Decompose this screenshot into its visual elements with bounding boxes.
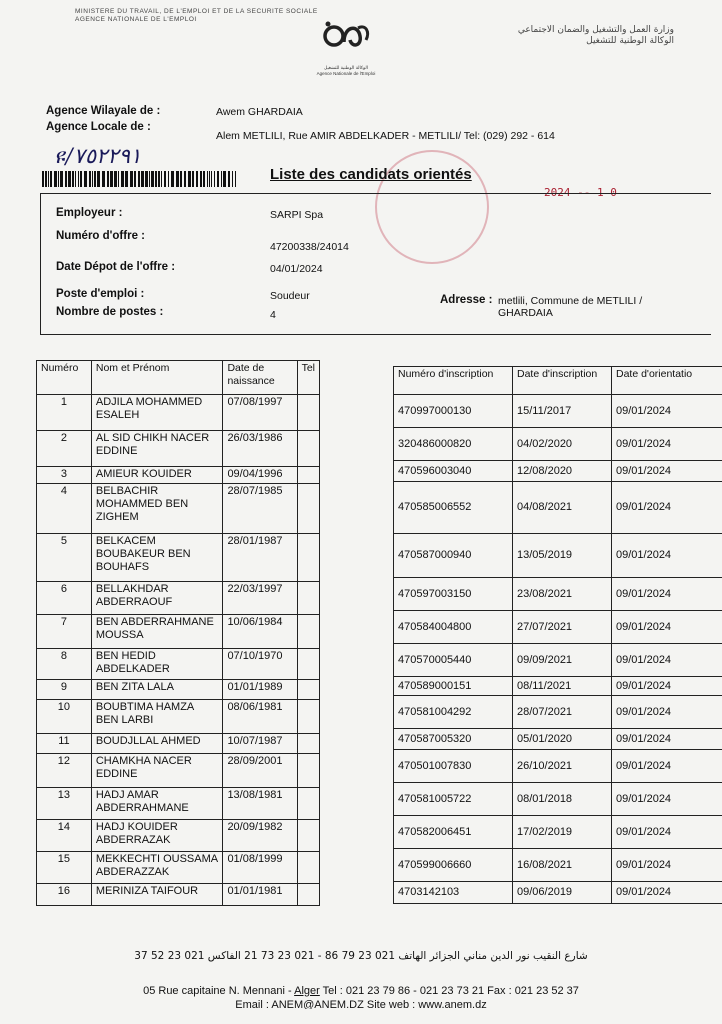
handwritten-reference: ዩ/٧٥٢٢٩١ [54, 144, 142, 168]
date-depot-value: 04/01/2024 [270, 263, 323, 275]
col-numero: Numéro [37, 361, 92, 395]
orientation-date: 09/01/2024 [612, 644, 722, 677]
tel-cell [297, 852, 319, 884]
birth-date: 28/01/1987 [223, 534, 297, 582]
row-number: 8 [37, 649, 92, 680]
registration-number: 470584004800 [394, 611, 513, 644]
orientation-date: 09/01/2024 [612, 696, 722, 729]
tel-cell [297, 467, 319, 484]
logo-caption-ar: الوكالة الوطنية للتشغيل [324, 66, 368, 71]
row-number: 16 [37, 884, 92, 906]
registration-date: 13/05/2019 [513, 534, 612, 578]
tel-cell [297, 582, 319, 615]
candidate-name: AMIEUR KOUIDER [91, 467, 223, 484]
table-row [37, 395, 320, 431]
table-row [394, 696, 722, 729]
row-number: 14 [37, 820, 92, 852]
row-number: 1 [37, 395, 92, 431]
row-number: 15 [37, 852, 92, 884]
table-row [394, 428, 722, 461]
birth-date: 01/08/1999 [223, 852, 297, 884]
ministry-name-ar: وزارة العمل والتشغيل والضمان الاجتماعي [517, 25, 674, 35]
registration-number: 470582006451 [394, 816, 513, 849]
orientation-date: 09/01/2024 [612, 482, 722, 534]
birth-date: 13/08/1981 [223, 788, 297, 820]
poste-label: Poste d'emploi : [56, 288, 145, 300]
candidate-name: BELLAKHDAR ABDERRAOUF [91, 582, 223, 615]
registration-date: 09/09/2021 [513, 644, 612, 677]
candidates-table-right [393, 366, 722, 904]
registration-number: 470596003040 [394, 461, 513, 482]
tel-cell [297, 615, 319, 649]
birth-date: 01/01/1981 [223, 884, 297, 906]
orientation-date: 09/01/2024 [612, 534, 722, 578]
agency-name-fr: AGENCE NATIONALE DE L'EMPLOI [75, 16, 197, 23]
tel-cell [297, 431, 319, 467]
table-row [37, 649, 320, 680]
row-number: 2 [37, 431, 92, 467]
table-row [394, 882, 722, 904]
registration-date: 04/02/2020 [513, 428, 612, 461]
footer-web: Email : ANEM@ANEM.DZ Site web : www.anem.dz [235, 999, 487, 1009]
employeur-label: Employeur : [56, 207, 123, 219]
orientation-date: 09/01/2024 [612, 783, 722, 816]
registration-date: 08/11/2021 [513, 677, 612, 696]
orientation-date: 09/01/2024 [612, 816, 722, 849]
candidate-name: AL SID CHIKH NACER EDDINE [91, 431, 223, 467]
registration-date: 26/10/2021 [513, 750, 612, 783]
candidates-table-left [36, 360, 320, 906]
numero-offre-label: Numéro d'offre : [56, 230, 145, 242]
birth-date: 28/09/2001 [223, 754, 297, 788]
col-date-orientation: Date d'orientatio [612, 367, 722, 395]
table-row [394, 578, 722, 611]
col-date-inscription: Date d'inscription [513, 367, 612, 395]
table-row [37, 754, 320, 788]
candidate-name: CHAMKHA NACER EDDINE [91, 754, 223, 788]
registration-date: 28/07/2021 [513, 696, 612, 729]
birth-date: 09/04/1996 [223, 467, 297, 484]
registration-date: 23/08/2021 [513, 578, 612, 611]
col-numero-inscription: Numéro d'inscription [394, 367, 513, 395]
logo-caption-fr: Agence Nationale de l'Emploi [316, 71, 376, 76]
tel-cell [297, 754, 319, 788]
poste-value: Soudeur [270, 290, 310, 302]
registration-date: 09/06/2019 [513, 882, 612, 904]
candidate-name: BELBACHIR MOHAMMED BEN ZIGHEM [91, 484, 223, 534]
registration-number: 470587000940 [394, 534, 513, 578]
ministry-header-fr [75, 8, 318, 24]
registration-number: 470570005440 [394, 644, 513, 677]
birth-date: 07/10/1970 [223, 649, 297, 680]
nombre-postes-value: 4 [270, 309, 276, 321]
registration-date: 08/01/2018 [513, 783, 612, 816]
registration-date: 17/02/2019 [513, 816, 612, 849]
table-row [394, 534, 722, 578]
tel-cell [297, 700, 319, 734]
row-number: 3 [37, 467, 92, 484]
registration-date: 05/01/2020 [513, 729, 612, 750]
registration-number: 4703142103 [394, 882, 513, 904]
birth-date: 20/09/1982 [223, 820, 297, 852]
col-nom-prenom: Nom et Prénom [91, 361, 223, 395]
nombre-postes-label: Nombre de postes : [56, 306, 164, 318]
tel-cell [297, 788, 319, 820]
registration-number: 470597003150 [394, 578, 513, 611]
stamp-date: 2024 -- 1 0 [544, 186, 617, 199]
row-number: 11 [37, 734, 92, 754]
table-row [37, 431, 320, 467]
registration-date: 16/08/2021 [513, 849, 612, 882]
row-number: 6 [37, 582, 92, 615]
orientation-date: 09/01/2024 [612, 578, 722, 611]
registration-date: 04/08/2021 [513, 482, 612, 534]
row-number: 4 [37, 484, 92, 534]
registration-date: 27/07/2021 [513, 611, 612, 644]
candidate-name: BEN HEDID ABDELKADER [91, 649, 223, 680]
col-date-naissance: Date de naissance [223, 361, 297, 395]
wilayale-value: Awem GHARDAIA [216, 106, 303, 118]
candidate-name: MEKKECHTI OUSSAMA ABDERAZZAK [91, 852, 223, 884]
footer-contacts: Tel : 021 23 79 86 - 021 23 73 21 Fax : 021 23 52 37 [319, 985, 579, 997]
candidate-name: ADJILA MOHAMMED ESALEH [91, 395, 223, 431]
tel-cell [297, 734, 319, 754]
footer-arabic: شارع النقيب نور الدين مناني الجزائر الهاتف 021 23 79 86 - 021 23 73 21 الفاكس 021 23 52 37 [134, 950, 588, 962]
candidate-name: MERINIZA TAIFOUR [91, 884, 223, 906]
table-row [37, 534, 320, 582]
table-row [394, 395, 722, 428]
table-row [37, 615, 320, 649]
registration-number: 470585006552 [394, 482, 513, 534]
registration-number: 470997000130 [394, 395, 513, 428]
tel-cell [297, 395, 319, 431]
candidate-name: BEN ZITA LALA [91, 680, 223, 700]
registration-number: 470581004292 [394, 696, 513, 729]
row-number: 10 [37, 700, 92, 734]
table-row [394, 461, 722, 482]
logo-caption [306, 66, 386, 76]
table-row [37, 788, 320, 820]
table-row [37, 820, 320, 852]
birth-date: 07/08/1997 [223, 395, 297, 431]
orientation-date: 09/01/2024 [612, 611, 722, 644]
agency-name-ar: الوكالة الوطنية للتشغيل [586, 36, 674, 46]
tel-cell [297, 534, 319, 582]
table-row [37, 680, 320, 700]
table-row [394, 482, 722, 534]
adresse-label: Adresse : [440, 294, 493, 306]
candidate-name: BEN ABDERRAHMANE MOUSSA [91, 615, 223, 649]
candidate-name: BELKACEM BOUBAKEUR BEN BOUHAFS [91, 534, 223, 582]
adresse-value: metlili, Commune de METLILI / GHARDAIA [498, 295, 643, 319]
date-depot-label: Date Dépot de l'offre : [56, 261, 176, 273]
registration-number: 320486000820 [394, 428, 513, 461]
tel-cell [297, 484, 319, 534]
document-title: Liste des candidats orientés [270, 166, 472, 183]
tel-cell [297, 680, 319, 700]
registration-number: 470501007830 [394, 750, 513, 783]
registration-number: 470581005722 [394, 783, 513, 816]
candidate-name: BOUBTIMA HAMZA BEN LARBI [91, 700, 223, 734]
table-row [37, 700, 320, 734]
birth-date: 10/06/1984 [223, 615, 297, 649]
row-number: 9 [37, 680, 92, 700]
tel-cell [297, 649, 319, 680]
row-number: 12 [37, 754, 92, 788]
table-row [37, 884, 320, 906]
registration-number: 470587005320 [394, 729, 513, 750]
employeur-value: SARPI Spa [270, 209, 324, 221]
table-row [394, 729, 722, 750]
tel-cell [297, 820, 319, 852]
birth-date: 26/03/1986 [223, 431, 297, 467]
candidate-name: HADJ AMAR ABDERRAHMANE [91, 788, 223, 820]
barcode [42, 171, 238, 187]
ministry-header-ar [518, 25, 674, 47]
col-tel: Tel [297, 361, 319, 395]
birth-date: 10/07/1987 [223, 734, 297, 754]
candidate-name: BOUDJLLAL AHMED [91, 734, 223, 754]
table-row [394, 849, 722, 882]
tel-cell [297, 884, 319, 906]
orientation-date: 09/01/2024 [612, 849, 722, 882]
candidate-name: HADJ KOUIDER ABDERRAZAK [91, 820, 223, 852]
locale-value: Alem METLILI, Rue AMIR ABDELKADER - METLILI/ Tel: (029) 292 - 614 [216, 130, 555, 142]
registration-date: 15/11/2017 [513, 395, 612, 428]
footer-address-pre: 05 Rue capitaine N. Mennani - [143, 985, 295, 997]
row-number: 7 [37, 615, 92, 649]
wilayale-label: Agence Wilayale de : [46, 105, 161, 117]
locale-label: Agence Locale de : [46, 121, 151, 133]
table-row [37, 467, 320, 484]
table-row [394, 677, 722, 696]
registration-number: 470589000151 [394, 677, 513, 696]
registration-number: 470599006660 [394, 849, 513, 882]
birth-date: 01/01/1989 [223, 680, 297, 700]
table-row [394, 750, 722, 783]
row-number: 13 [37, 788, 92, 820]
table-row [394, 816, 722, 849]
table-row [394, 611, 722, 644]
table-row [37, 582, 320, 615]
orientation-date: 09/01/2024 [612, 750, 722, 783]
orientation-date: 09/01/2024 [612, 395, 722, 428]
orientation-date: 09/01/2024 [612, 729, 722, 750]
orientation-date: 09/01/2024 [612, 882, 722, 904]
orientation-date: 09/01/2024 [612, 461, 722, 482]
orientation-date: 09/01/2024 [612, 428, 722, 461]
table-row [394, 783, 722, 816]
table-row [394, 644, 722, 677]
numero-offre-value: 47200338/24014 [270, 241, 349, 253]
table-row [37, 734, 320, 754]
footer-address [0, 985, 722, 997]
birth-date: 08/06/1981 [223, 700, 297, 734]
birth-date: 22/03/1997 [223, 582, 297, 615]
table-row [37, 484, 320, 534]
table-row [37, 852, 320, 884]
ministry-name-fr: MINISTERE DU TRAVAIL, DE L'EMPLOI ET DE LA SECURITE SOCIALE [75, 8, 318, 15]
birth-date: 28/07/1985 [223, 484, 297, 534]
row-number: 5 [37, 534, 92, 582]
registration-date: 12/08/2020 [513, 461, 612, 482]
footer-city: Alger [294, 985, 320, 997]
orientation-date: 09/01/2024 [612, 677, 722, 696]
